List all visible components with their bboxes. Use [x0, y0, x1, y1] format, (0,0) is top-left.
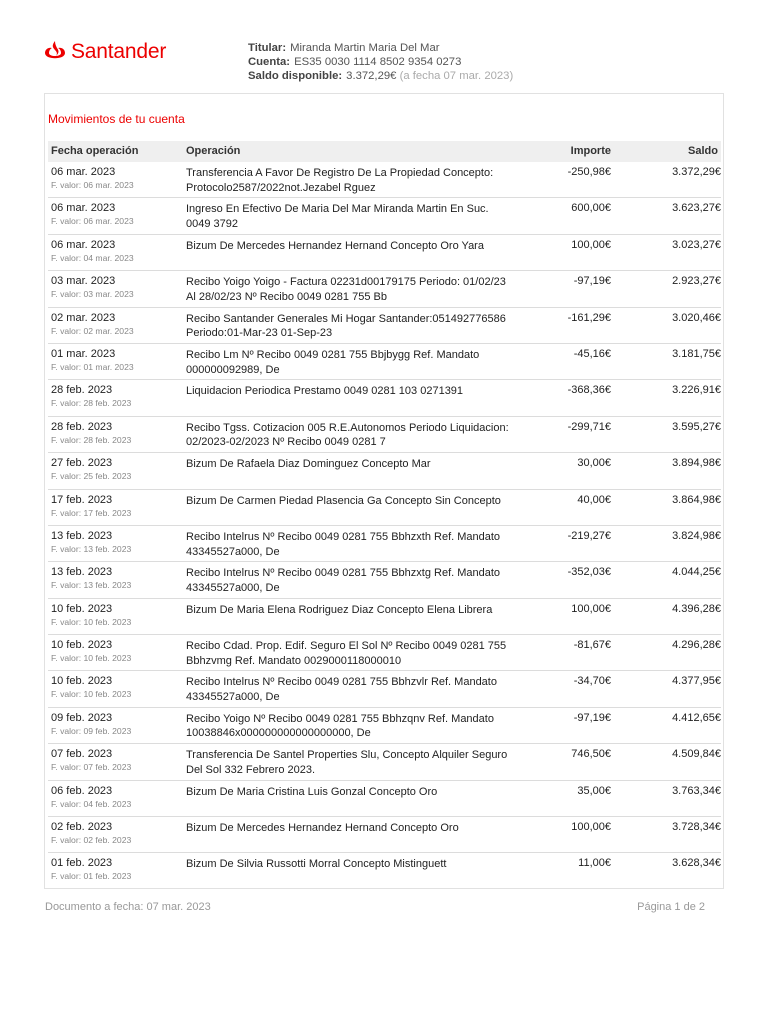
balance: 3.226,91€ — [672, 384, 721, 397]
operation-description: Recibo Santander Generales Mi Hogar Santander:051492776586 Periodo:01-Mar-23 01-Sep-23 — [186, 312, 506, 340]
operation-description: Recibo Intelrus Nº Recibo 0049 0281 755 Bbhzvlr Ref. Mandato 43345527a000, De — [186, 676, 497, 704]
table-row — [48, 162, 721, 198]
amount: 40,00€ — [577, 493, 611, 506]
amount: -97,19€ — [573, 711, 611, 724]
value-date: F. valor: 01 feb. 2023 — [51, 871, 132, 882]
table-header — [48, 141, 721, 162]
operation-description: Bizum De Mercedes Hernandez Hernand Concepto Oro Yara — [186, 239, 484, 252]
col-balance: Saldo — [688, 145, 718, 157]
operation-date: 06 mar. 2023 — [51, 238, 116, 251]
value-date: F. valor: 28 feb. 2023 — [51, 398, 132, 409]
operation-description: Bizum De Silvia Russotti Morral Concepto Mistinguett — [186, 858, 447, 871]
holder-line — [248, 41, 513, 55]
operation-date: 07 feb. 2023 — [51, 748, 113, 761]
operation-date: 06 mar. 2023 — [51, 166, 116, 178]
amount: -250,98€ — [567, 166, 611, 178]
table-row — [48, 453, 721, 489]
amount: -34,70€ — [573, 675, 611, 688]
operation-description: Transferencia A Favor De Registro De La Propiedad Concepto: Protocolo2587/2022not.Jezabel Rguez — [186, 167, 494, 194]
balance: 4.412,65€ — [672, 711, 721, 724]
operation-description: Bizum De Rafaela Diaz Dominguez Concepto Mar — [186, 458, 431, 471]
operation-date: 13 feb. 2023 — [51, 566, 113, 579]
account-line — [248, 55, 513, 69]
table-row — [48, 308, 721, 344]
account-summary — [248, 41, 513, 83]
balance: 4.396,28€ — [672, 602, 721, 615]
table-row — [48, 271, 721, 307]
operation-description: Bizum De Carmen Piedad Plasencia Ga Concepto Sin Concepto — [186, 494, 501, 507]
value-date: F. valor: 02 mar. 2023 — [51, 325, 134, 336]
operation-date: 06 feb. 2023 — [51, 784, 113, 797]
amount: 30,00€ — [577, 457, 611, 470]
operation-date: 03 mar. 2023 — [51, 275, 116, 288]
amount: 746,50€ — [571, 748, 611, 761]
table-row — [48, 781, 721, 817]
table-row — [48, 562, 721, 598]
value-date: F. valor: 10 feb. 2023 — [51, 616, 132, 627]
value-date: F. valor: 13 feb. 2023 — [51, 543, 132, 554]
balance: 2.923,27€ — [672, 275, 721, 288]
balance: 3.372,29€ — [672, 166, 721, 178]
amount: 11,00€ — [578, 857, 611, 870]
balance: 4.377,95€ — [672, 675, 721, 688]
operation-date: 27 feb. 2023 — [51, 457, 113, 470]
table-row — [48, 744, 721, 780]
value-date: F. valor: 07 feb. 2023 — [51, 762, 132, 773]
operation-date: 01 mar. 2023 — [51, 347, 116, 360]
balance: 3.623,27€ — [672, 202, 721, 215]
santander-logo — [44, 40, 166, 64]
balance: 3.181,75€ — [672, 347, 721, 360]
table-row — [48, 635, 721, 671]
operation-description: Ingreso En Efectivo De Maria Del Mar Miranda Martin En Suc. 0049 3792 — [186, 203, 489, 230]
amount: -219,27€ — [567, 529, 611, 542]
balance-line — [248, 69, 513, 83]
holder-label: Titular: — [248, 42, 287, 54]
balance: 3.595,27€ — [672, 420, 721, 433]
amount: -81,67€ — [573, 639, 611, 652]
value-date: F. valor: 06 mar. 2023 — [51, 180, 134, 190]
table-row — [48, 671, 721, 707]
col-operation: Operación — [186, 145, 241, 157]
operation-description: Recibo Lm Nº Recibo 0049 0281 755 Bbjbygg Ref. Mandato 000000092989, De — [186, 348, 480, 376]
table-row — [48, 198, 721, 234]
value-date: F. valor: 09 feb. 2023 — [51, 725, 132, 736]
operation-description: Recibo Intelrus Nº Recibo 0049 0281 755 Bbhzxth Ref. Mandato 43345527a000, De — [186, 530, 501, 558]
operation-description: Recibo Yoigo Yoigo - Factura 02231d00179175 Periodo: 01/02/23 Al 28/02/23 Nº Recibo 0049 0281 755 Bb — [186, 276, 506, 303]
operation-date: 10 feb. 2023 — [51, 639, 113, 652]
movements-panel — [44, 93, 724, 889]
amount: 35,00€ — [577, 784, 611, 797]
operation-date: 02 feb. 2023 — [51, 821, 113, 834]
balance: 3.763,34€ — [672, 784, 721, 797]
table-row — [48, 344, 721, 380]
balance: 3.020,46€ — [672, 311, 721, 324]
operation-description: Bizum De Mercedes Hernandez Hernand Concepto Oro — [186, 822, 459, 835]
account-value: ES35 0030 1114 8502 9354 0273 — [294, 56, 462, 68]
value-date: F. valor: 04 mar. 2023 — [51, 252, 134, 263]
value-date: F. valor: 01 mar. 2023 — [51, 361, 134, 372]
value-date: F. valor: 10 feb. 2023 — [51, 653, 132, 664]
operation-date: 01 feb. 2023 — [51, 857, 113, 870]
amount: 600,00€ — [571, 202, 611, 215]
value-date: F. valor: 17 feb. 2023 — [51, 507, 132, 518]
balance: 4.509,84€ — [672, 748, 721, 761]
page-indicator: Página 1 de 2 — [637, 901, 705, 913]
balance: 4.296,28€ — [672, 639, 721, 652]
balance-note: (a fecha 07 mar. 2023) — [399, 70, 514, 82]
balance: 3.628,34€ — [672, 857, 721, 870]
value-date: F. valor: 04 feb. 2023 — [51, 798, 132, 809]
value-date: F. valor: 13 feb. 2023 — [51, 580, 132, 591]
amount: 100,00€ — [571, 602, 611, 615]
operation-description: Recibo Intelrus Nº Recibo 0049 0281 755 Bbhzxtg Ref. Mandato 43345527a000, De — [186, 567, 501, 594]
balance-value: 3.372,29€ — [346, 70, 397, 82]
operation-date: 10 feb. 2023 — [51, 675, 113, 688]
operation-description: Bizum De Maria Cristina Luis Gonzal Concepto Oro — [186, 785, 438, 798]
section-title: Movimientos de tu cuenta — [48, 112, 185, 126]
table-row — [48, 526, 721, 562]
col-date: Fecha operación — [51, 145, 139, 157]
operation-date: 13 feb. 2023 — [51, 529, 113, 542]
operation-date: 17 feb. 2023 — [51, 493, 113, 506]
balance: 3.824,98€ — [672, 529, 721, 542]
operation-date: 28 feb. 2023 — [51, 420, 113, 433]
balance: 4.044,25€ — [672, 566, 721, 579]
col-amount: Importe — [570, 145, 611, 157]
balance-label: Saldo disponible: — [248, 70, 343, 82]
value-date: F. valor: 28 feb. 2023 — [51, 434, 132, 445]
amount: -299,71€ — [567, 420, 611, 433]
table-row — [48, 490, 721, 526]
table-row — [48, 599, 721, 635]
operation-description: Recibo Yoigo Nº Recibo 0049 0281 755 Bbhzqnv Ref. Mandato 10038846x000000000000000000, De — [186, 712, 494, 740]
operation-date: 06 mar. 2023 — [51, 202, 116, 215]
holder-value: Miranda Martin Maria Del Mar — [290, 42, 440, 54]
table-row — [48, 417, 721, 453]
value-date: F. valor: 10 feb. 2023 — [51, 689, 132, 700]
operation-date: 02 mar. 2023 — [51, 311, 116, 324]
amount: -97,19€ — [573, 275, 611, 288]
operation-date: 10 feb. 2023 — [51, 602, 113, 615]
amount: -352,03€ — [567, 566, 611, 579]
operation-description: Transferencia De Santel Properties Slu, Concepto Alquiler Seguro Del Sol 332 Febrero 2023. — [186, 749, 508, 776]
document-date: Documento a fecha: 07 mar. 2023 — [45, 901, 211, 913]
amount: -368,36€ — [567, 384, 611, 397]
table-row — [48, 235, 721, 271]
value-date: F. valor: 02 feb. 2023 — [51, 835, 132, 846]
table-row — [48, 853, 721, 889]
account-label: Cuenta: — [248, 56, 291, 68]
balance: 3.894,98€ — [672, 457, 721, 470]
value-date: F. valor: 25 feb. 2023 — [51, 471, 132, 482]
movements-table — [48, 162, 721, 890]
amount: -45,16€ — [573, 347, 611, 360]
table-row — [48, 380, 721, 416]
operation-date: 09 feb. 2023 — [51, 711, 113, 724]
balance: 3.864,98€ — [672, 493, 721, 506]
table-row — [48, 708, 721, 744]
amount: 100,00€ — [571, 238, 611, 251]
value-date: F. valor: 03 mar. 2023 — [51, 289, 134, 300]
value-date: F. valor: 06 mar. 2023 — [51, 216, 134, 227]
amount: 100,00€ — [571, 821, 611, 834]
brand-name: Santander — [71, 40, 167, 63]
balance: 3.728,34€ — [672, 821, 721, 834]
flame-icon — [44, 40, 66, 64]
operation-date: 28 feb. 2023 — [51, 384, 113, 397]
balance: 3.023,27€ — [672, 238, 721, 251]
amount: -161,29€ — [567, 311, 611, 324]
operation-description: Recibo Tgss. Cotizacion 005 R.E.Autonomos Periodo Liquidacion: 02/2023-02/2023 Nº Recibo 0049 0281 7 — [186, 421, 509, 449]
operation-description: Liquidacion Periodica Prestamo 0049 0281 103 0271391 — [186, 385, 464, 398]
operation-description: Bizum De Maria Elena Rodriguez Diaz Concepto Elena Librera — [186, 603, 493, 616]
table-row — [48, 817, 721, 853]
operation-description: Recibo Cdad. Prop. Edif. Seguro El Sol Nº Recibo 0049 0281 755 Bbhzvmg Ref. Mandato 0029000118000010 — [186, 640, 507, 667]
